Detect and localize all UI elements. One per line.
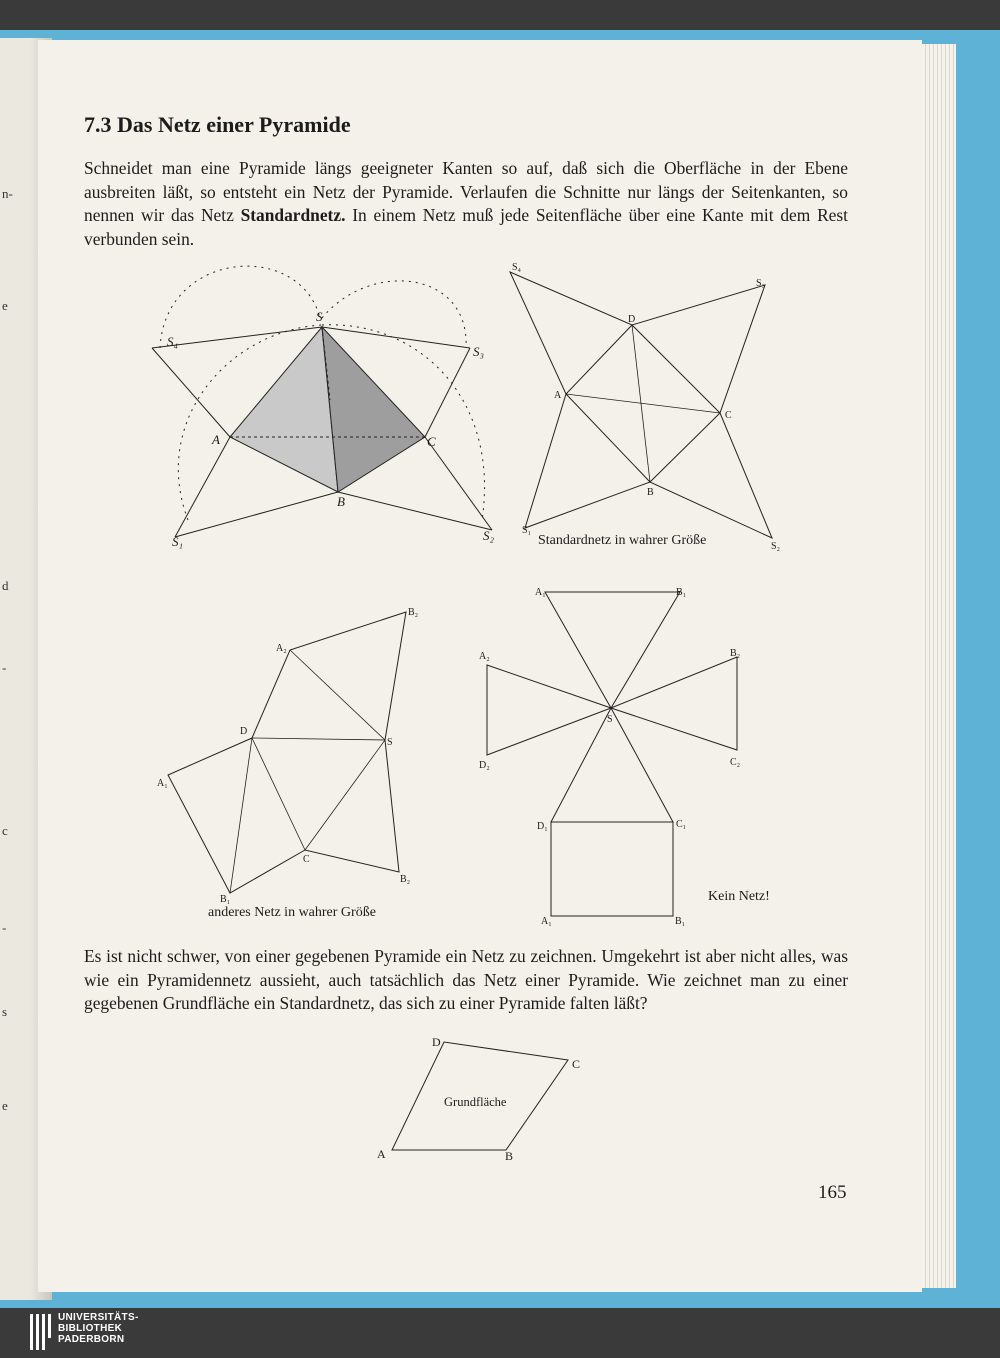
margin-fragment: - xyxy=(2,920,7,935)
page-number: 165 xyxy=(818,1182,847,1203)
unfold-line xyxy=(175,492,338,537)
standard-net-caption: Standardnetz in wahrer Größe xyxy=(538,533,707,548)
unfold-line xyxy=(175,437,230,537)
label-b2-top: B₂ xyxy=(408,607,419,618)
rotation-arc xyxy=(322,281,466,348)
base-figure xyxy=(377,1035,580,1163)
label-d: D xyxy=(432,1035,441,1049)
face-right xyxy=(322,327,425,492)
label-c2: C₂ xyxy=(730,757,741,768)
label-s3: S₃ xyxy=(756,278,766,289)
margin-fragment: - xyxy=(2,660,7,675)
library-logo-icon xyxy=(30,1312,52,1352)
label-d: D xyxy=(240,726,248,737)
base-caption: Grundfläche xyxy=(444,1095,507,1109)
intro-bold-term: Standardnetz. xyxy=(240,205,346,225)
no-net-figure xyxy=(479,587,740,927)
label-c: C xyxy=(572,1057,581,1071)
triangle-top xyxy=(545,592,680,708)
label-a: A xyxy=(212,432,220,447)
label-a: A xyxy=(377,1147,386,1161)
base-square xyxy=(551,822,673,916)
label-d2: D₂ xyxy=(479,760,490,771)
label-s1: S₁ xyxy=(172,534,184,549)
net-inner-line xyxy=(230,738,252,893)
label-s4: S₄ xyxy=(512,262,522,273)
unfold-line xyxy=(425,348,470,437)
label-s2: S₂ xyxy=(771,541,781,552)
label-b1: B₁ xyxy=(675,916,686,927)
label-a1: A₁ xyxy=(157,778,168,789)
label-b: B xyxy=(337,494,345,509)
margin-fragment: e xyxy=(2,1098,8,1113)
margin-fragment: s xyxy=(2,1004,8,1019)
label-c: C xyxy=(725,410,732,421)
label-s: S xyxy=(387,737,393,748)
footer-bar xyxy=(0,1308,1000,1358)
label-b1: B₁ xyxy=(220,894,231,905)
net-inner-line xyxy=(290,650,385,740)
net-inner-line xyxy=(566,394,720,413)
margin-fragment: d xyxy=(2,578,9,593)
library-name-line3: PADERBORN xyxy=(58,1334,125,1345)
net-inner-line xyxy=(632,325,650,482)
label-b: B xyxy=(505,1149,514,1163)
label-b: B xyxy=(647,487,654,498)
label-a1: A₁ xyxy=(541,916,552,927)
unfold-line xyxy=(152,348,230,437)
label-s2: S₂ xyxy=(483,528,495,543)
unfold-line xyxy=(322,327,470,348)
label-a2: A₂ xyxy=(276,643,287,654)
margin-fragment: c xyxy=(2,823,8,838)
label-a: A xyxy=(554,390,562,401)
label-c1: C₁ xyxy=(676,819,687,830)
label-c: C xyxy=(427,434,436,449)
margin-fragment: n- xyxy=(2,186,13,201)
net-inner-line xyxy=(305,740,385,850)
no-net-caption: Kein Netz! xyxy=(708,889,770,904)
label-b2: B₂ xyxy=(730,648,741,659)
section-heading: 7.3 Das Netz einer Pyramide xyxy=(84,112,351,137)
label-d1: D₁ xyxy=(537,821,548,832)
intro-text-end: In einem Netz muß jede Seitenfläche über eine Kante mit dem Rest verbunden sein. xyxy=(84,205,848,249)
library-name-line2: BIBLIOTHEK xyxy=(58,1323,123,1334)
rotation-arc xyxy=(160,266,320,348)
label-s3: S₃ xyxy=(473,344,485,359)
net-inner-line xyxy=(252,738,385,740)
other-net-caption: anderes Netz in wahrer Größe xyxy=(208,905,376,920)
triangle-right xyxy=(611,657,737,750)
net-outline xyxy=(168,612,406,893)
label-s4: S₄ xyxy=(167,334,179,349)
body-paragraph: Es ist nicht schwer, von einer gegebenen Pyramide ein Netz zu zeichnen. Umgekehrt ist aber nicht alles, was wie ein Pyramidennetz aussieht, auch tatsächlich das Netz einer Pyramide. Wie zeichnet man zu einer gegebenen Grundfläche ein Standardnetz, das sich zu einer Pyramide falten läßt? xyxy=(84,946,848,1013)
other-net-figure xyxy=(157,607,418,905)
intro-text: Schneidet man eine Pyramide längs geeigneter Kanten so auf, daß sich die Oberfläche in der Ebene ausbreiten läßt, so entsteht ein Netz der Pyramide. Verlaufen die Schnitte nur längs der Seitenkanten, so nennen wir das Netz xyxy=(84,158,848,225)
library-name xyxy=(58,1312,139,1345)
triangle-bottom xyxy=(551,708,673,822)
label-s: S xyxy=(607,714,613,725)
label-a1-top: A₁ xyxy=(535,587,546,598)
label-b1-top: B₁ xyxy=(676,587,687,598)
label-a2: A₂ xyxy=(479,651,490,662)
label-s1: S₁ xyxy=(522,525,532,536)
label-c: C xyxy=(303,854,310,865)
label-b2: B₂ xyxy=(400,874,411,885)
standard-net-figure xyxy=(510,262,780,552)
label-s: S xyxy=(316,309,323,324)
library-name-line1: UNIVERSITÄTS- xyxy=(58,1312,139,1323)
margin-fragment: e xyxy=(2,298,8,313)
face-left xyxy=(230,327,338,492)
pyramid-figure xyxy=(152,266,495,549)
net-inner-line xyxy=(252,738,305,850)
label-d: D xyxy=(628,314,636,325)
triangle-left xyxy=(487,665,611,755)
